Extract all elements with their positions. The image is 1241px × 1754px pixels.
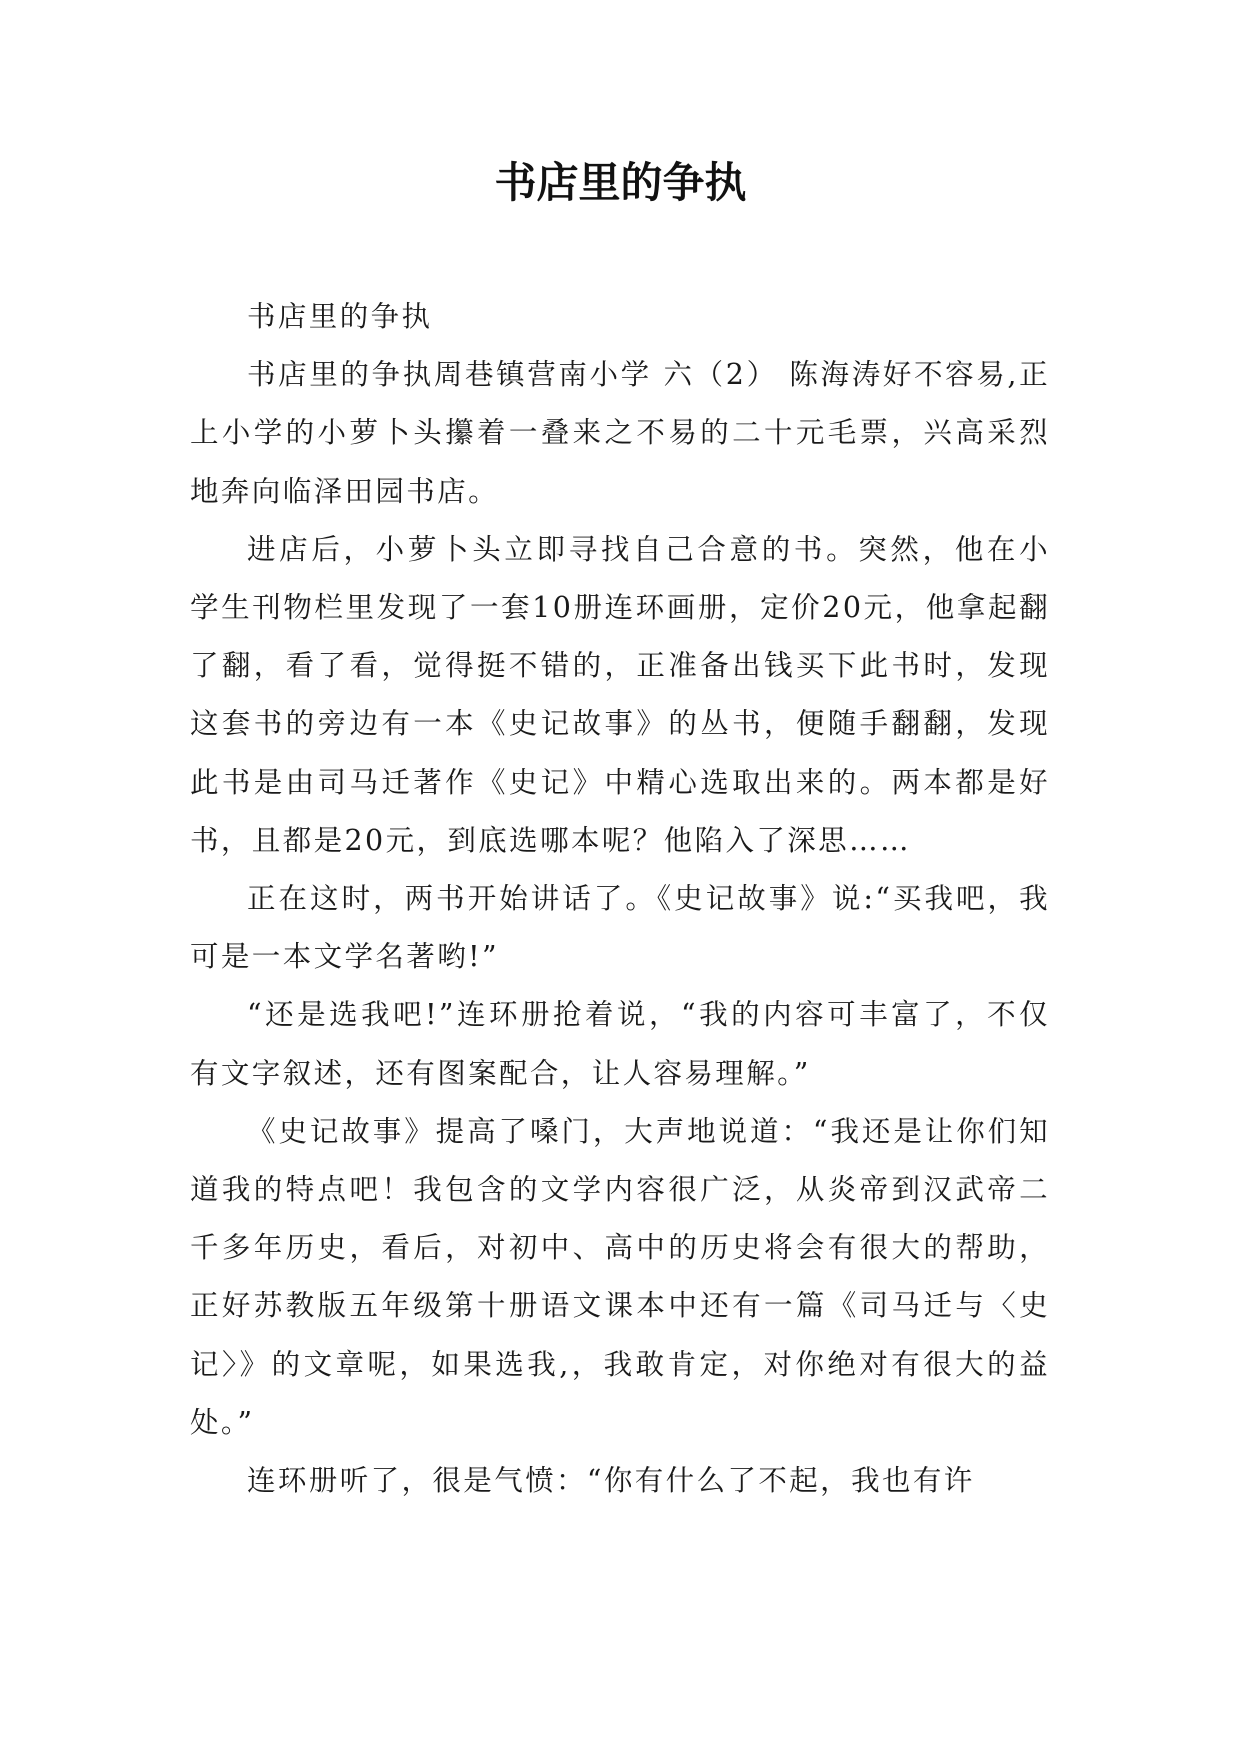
paragraph: 进店后，小萝卜头立即寻找自己合意的书。突然，他在小学生刊物栏里发现了一套10册连环画册，定价20元，他拿起翻了翻，看了看，觉得挺不错的，正准备出钱买下此书时，发现这套书的旁边有一本《史记故事》的丛书，便随手翻翻，发现此书是由司马迁著作《史记》中精心选取出来的。两本都是好书，且都是20元，到底选哪本呢？他陷入了深思…… <box>190 532 1050 857</box>
paragraph: 《史记故事》提高了嗓门，大声地说道：“我还是让你们知道我的特点吧！我包含的文学内容很广泛，从炎帝到汉武帝二千多年历史，看后，对初中、高中的历史将会有很大的帮助，正好苏教版五年级第十册语文课本中还有一篇《司马迁与〈史记〉》的文章呢，如果选我,，我敢肯定，对你绝对有很大的益处。” <box>190 1114 1050 1439</box>
paragraph: 正在这时，两书开始讲话了。《史记故事》说:“买我吧，我可是一本文学名著哟!” <box>190 882 1050 974</box>
document-title: 书店里的争执 <box>494 158 747 207</box>
document-body <box>190 288 1050 1510</box>
paragraph: 连环册听了，很是气愤：“你有什么了不起，我也有许 <box>247 1464 975 1498</box>
paragraph: 书店里的争执周巷镇营南小学 六（2） 陈海涛好不容易,正上小学的小萝卜头攥着一叠来之不易的二十元毛票，兴高采烈地奔向临泽田园书店。 <box>190 358 1050 508</box>
paragraph: “还是选我吧!”连环册抢着说，“我的内容可丰富了，不仅有文字叙述，还有图案配合，让人容易理解。” <box>190 998 1050 1090</box>
paragraph: 书店里的争执 <box>247 300 433 333</box>
